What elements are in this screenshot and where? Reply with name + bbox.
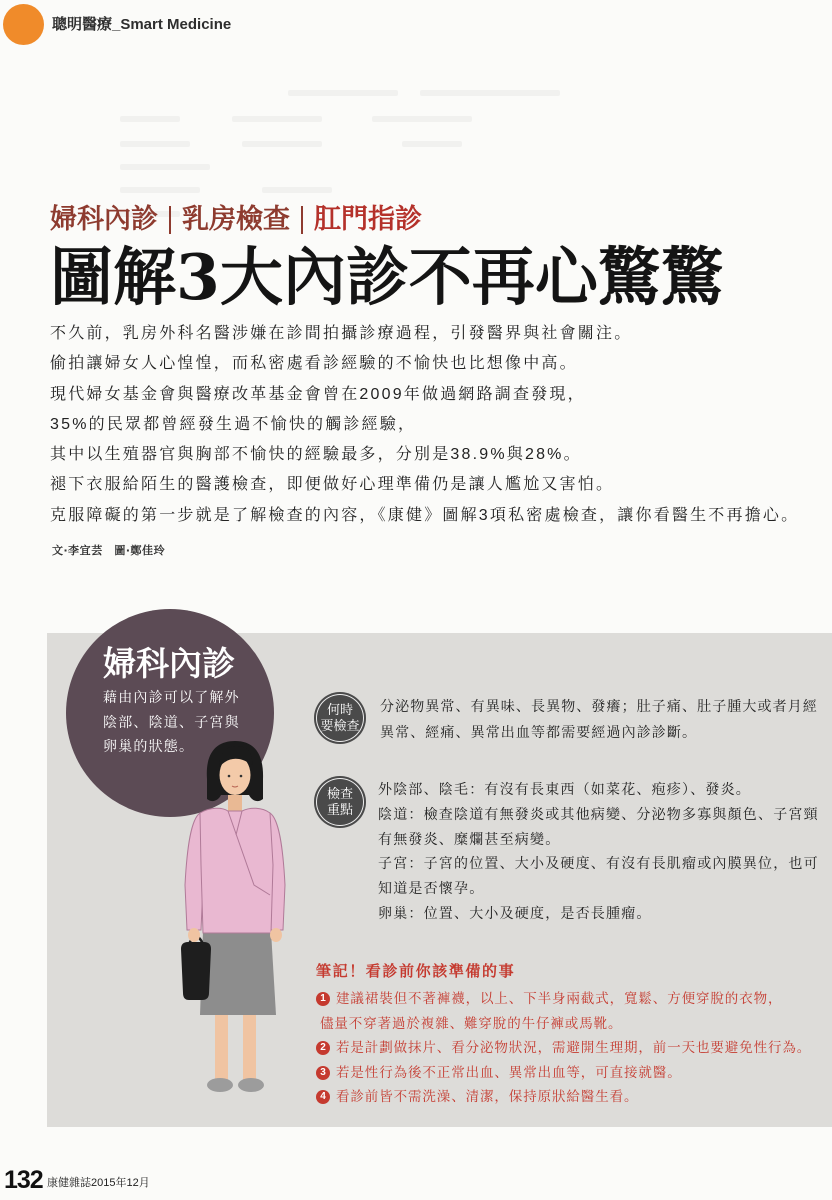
magazine-issue: 康健雜誌2015年12月	[47, 1177, 150, 1189]
note-item	[316, 1085, 811, 1110]
note-text: 若是性行為後不正常出血、異常出血等，可直接就醫。	[336, 1064, 682, 1080]
exam-focus-badge	[314, 776, 366, 828]
intro-line: 其中以生殖器官與胸部不愉快的經驗最多，分別是38.9%與28%。	[50, 446, 582, 464]
byline: 文‧李宜芸 圖‧鄭佳玲	[52, 545, 166, 557]
category-divider	[169, 206, 171, 234]
when-to-examine-badge	[314, 692, 366, 744]
when-line: 分泌物異常、有異味、長異物、發癢；肚子痛、肚子腫大或者月經	[380, 698, 818, 714]
note-item-continuation	[316, 1012, 811, 1037]
woman-hand	[270, 928, 282, 942]
section-title: 聰明醫療_Smart Medicine	[52, 16, 232, 33]
intro-line: 偷拍讓婦女人心惶惶，而私密處看診經驗的不愉快也比想像中高。	[50, 355, 578, 373]
when-to-examine-text	[380, 693, 818, 745]
notes-heading: 筆記！看診前你該準備的事	[316, 963, 516, 980]
woman-illustration	[170, 735, 300, 1105]
badge-label: 重點	[326, 802, 353, 817]
woman-shoe	[207, 1078, 233, 1092]
summary-line: 陰部、陰道、子宮與	[103, 713, 240, 730]
exam-focus-text	[378, 777, 819, 926]
summary-line: 藉由內診可以了解外	[103, 689, 240, 705]
woman-hand	[188, 928, 200, 942]
intro-line: 不久前，乳房外科名醫涉嫌在診間拍攝診療過程，引發醫界與社會關注。	[50, 325, 633, 342]
intro-line: 現代婦女基金會與醫療改革基金會曾在2009年做過網路調查發現，	[50, 385, 586, 403]
number-badge: 2	[316, 1041, 330, 1055]
note-item	[316, 1036, 811, 1061]
note-text: 儘量不穿著過於複雜、難穿脫的牛仔褲或馬靴。	[320, 1015, 623, 1031]
intro-line: 35%的民眾都曾經發生過不愉快的觸診經驗，	[50, 415, 417, 433]
focus-line: 外陰部、陰毛：有沒有長東西（如菜花、疱疹）、發炎。	[378, 781, 751, 797]
category-tag: 乳房檢查	[182, 204, 290, 235]
summary-line: 卵巢的狀態。	[103, 738, 195, 754]
woman-leg	[215, 1014, 228, 1080]
page-number: 132	[4, 1166, 43, 1194]
note-text: 建議裙裝但不著褲襪，以上、下半身兩截式，寬鬆、方便穿脫的衣物，	[336, 991, 783, 1006]
article-title: 圖解3大內診不再心驚驚	[50, 240, 724, 314]
woman-eye	[228, 775, 231, 778]
note-item	[316, 987, 811, 1012]
category-tags	[50, 202, 422, 238]
woman-skirt	[200, 931, 276, 1015]
number-badge: 1	[316, 992, 330, 1006]
handbag-icon	[181, 942, 211, 1000]
intro-paragraph	[50, 319, 799, 531]
note-item	[316, 1061, 811, 1086]
number-badge: 4	[316, 1090, 330, 1104]
focus-line: 子宮：子宮的位置、大小及硬度、有沒有長肌瘤或內膜異位，也可	[378, 855, 819, 872]
intro-line: 克服障礙的第一步就是了解檢查的內容，《康健》圖解3項私密處檢查，讓你看醫生不再擔心。	[50, 506, 800, 524]
category-tag: 肛門指診	[314, 204, 422, 235]
when-line: 異常、經痛、異常出血等都需要經過內診診斷。	[380, 724, 698, 740]
notes-list	[316, 987, 811, 1110]
focus-line: 卵巢：位置、大小及硬度，是否長腫瘤。	[378, 904, 652, 921]
focus-line: 有無發炎、糜爛甚至病變。	[378, 830, 561, 847]
badge-label: 檢查	[326, 786, 353, 801]
focus-line: 知道是否懷孕。	[378, 880, 485, 897]
woman-eye	[240, 775, 243, 778]
focus-line: 陰道：檢查陰道有無發炎或其他病變、分泌物多寡與顏色、子宮頸	[378, 805, 819, 822]
category-divider	[301, 206, 303, 234]
badge-label: 何時	[326, 702, 353, 717]
note-text: 看診前皆不需洗澡、清潔，保持原狀給醫生看。	[336, 1089, 639, 1104]
badge-label: 要檢查	[320, 718, 360, 733]
intro-line: 褪下衣服給陌生的醫護檢查，即便做好心理準備仍是讓人尷尬又害怕。	[50, 476, 615, 494]
woman-shoe	[238, 1078, 264, 1092]
woman-blouse	[200, 808, 273, 933]
woman-leg	[243, 1014, 256, 1080]
note-text: 若是計劃做抹片、看分泌物狀況，需避開生理期，前一天也要避免性行為。	[336, 1040, 812, 1055]
number-badge: 3	[316, 1066, 330, 1080]
category-tag: 婦科內診	[50, 204, 158, 235]
exam-title: 婦科內診	[103, 644, 235, 683]
